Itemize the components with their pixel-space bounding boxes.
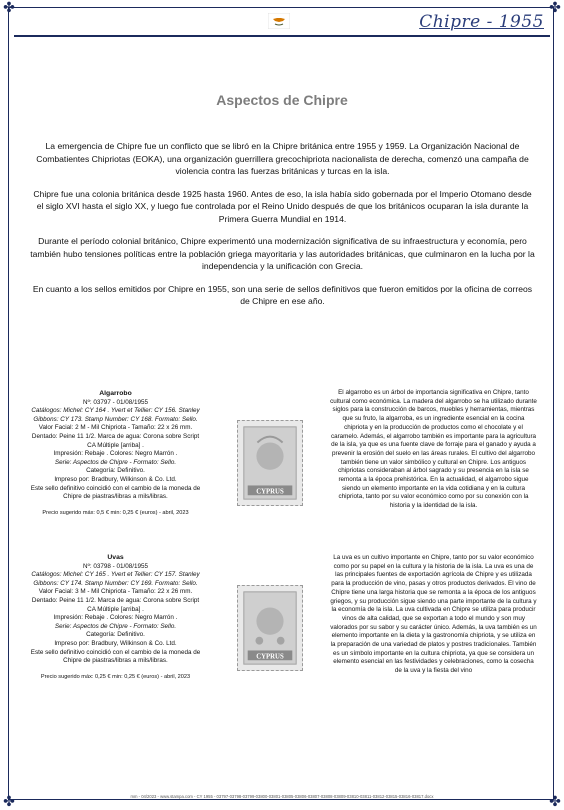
- corner-ornament-icon: ✤: [3, 794, 15, 810]
- page-footer: mm - 04/2023 - www.stampa.com - CY 1955 - 03797-03798-03799-03800-03801-03805-03806-03807-03808-03809-03810-03811-03812-03815-03816-03817.docx: [130, 794, 434, 799]
- stamp-number: Nº: 03797 - 01/08/1955: [83, 398, 148, 406]
- intro-paragraph: Chipre fue una colonia británica desde 1925 hasta 1960. Antes de eso, la isla había sido gobernada por el Imperio Otomano desde el siglo XVI hasta el siglo XX, y luego fue controlada por el Reino Unido después de que los británicos ocuparan la isla durante la Primera Guerra Mundial en 1914.: [33, 188, 532, 224]
- corner-ornament-icon: ✤: [3, 0, 15, 16]
- stamp-note: Este sello definitivo coincidió con el cambio de la moneda de Chipre de piastras/libras a mils/libras.: [30, 648, 201, 665]
- stamp-info-grapes: [28, 554, 203, 681]
- stamp-printer: Impreso por: Bradbury, Wilkinson & Co. Ltd.: [54, 475, 177, 483]
- stamp-label: CYPRUS: [256, 653, 284, 661]
- country-year-title: Chipre - 1955: [419, 12, 544, 32]
- intro-paragraph: Durante el período colonial británico, Chipre experimentó una modernización significativa de su infraestructura y economía, pero también hubo tensiones políticas entre la población griega mayoritaria y las autoridades británicas, que culminaron en la lucha por la independencia y la unificación con Grecia.: [30, 236, 535, 271]
- stamp-specs: Valor Facial: 3 M - Mil Chipriota - Tamaño: 22 x 26 mm. Dentado: Peine 11 1/2. Marca de agua: Corona sobre Script CA Múltiple [arriba] .: [31, 588, 200, 613]
- stamp-series: Serie: Aspectos de Chipre - Formato: Sello.: [54, 622, 177, 630]
- stamp-catalogs: Catálogos: Michel: CY 164 . Yvert et Tellier: CY 156. Stanley Gibbons: CY 173. Stamp Number: CY 168. Formato: Sello.: [31, 407, 200, 423]
- stamp-info-carob: [28, 390, 203, 517]
- corner-ornament-icon: ✤: [549, 0, 561, 16]
- corner-ornament-icon: ✤: [549, 794, 561, 810]
- stamp-note: Este sello definitivo coincidió con el cambio de la moneda de Chipre de piastras/libras a mils/libras.: [30, 484, 201, 501]
- stamp-price: Precio sugerido máx: 0,25 € min: 0,25 € (euros) - abril, 2023: [40, 673, 191, 680]
- intro-text: [30, 140, 535, 318]
- header-rule: [14, 35, 550, 37]
- stamp-label: CYPRUS: [256, 488, 284, 496]
- stamp-printing: Impresión: Rebaje . Colores: Negro Marrón .: [53, 450, 178, 458]
- stamp-specs: Valor Facial: 2 M - Mil Chipriota - Tamaño: 22 x 26 mm. Dentado: Peine 11 1/2. Marca de agua: Corona sobre Script CA Múltiple [arriba] .: [31, 424, 200, 449]
- stamp-number: Nº: 03798 - 01/08/1955: [83, 562, 148, 570]
- stamp-name: Uvas: [107, 554, 124, 561]
- intro-paragraph: En cuanto a los sellos emitidos por Chipre en 1955, son una serie de sellos definitivos que fueron emitidos por la oficina de correos de Chipre en ese año.: [32, 283, 533, 306]
- stamp-printer: Impreso por: Bradbury, Wilkinson & Co. Ltd.: [54, 639, 177, 647]
- cyprus-flag-icon: [268, 13, 290, 29]
- stamp-category: Categoría: Definitivo.: [86, 631, 145, 639]
- stamp-printing: Impresión: Rebaje . Colores: Negro Marrón .: [53, 614, 178, 622]
- stamp-name: Algarrobo: [99, 390, 132, 397]
- stamp-category: Categoría: Definitivo.: [86, 467, 145, 475]
- intro-paragraph: La emergencia de Chipre fue un conflicto que se libró en la Chipre británica entre 1955 y 1959. La Organización Nacional de Combatientes Chipriotas (EOKA), una organización guerrillera grecochipriota nacionalista de derecha, comenzó una campaña de violencia contra las fuerzas británicas y turcas en la isla.: [36, 141, 529, 176]
- stamp-image-carob: [237, 420, 303, 506]
- stamp-price: Precio sugerido máx: 0,5 € min: 0,25 € (euros) - abril, 2023: [42, 509, 189, 516]
- stamp-description-grapes: La uva es un cultivo importante en Chipre, tanto por su valor económico como por su papel en la cultura y la historia de la isla. La uva es una de las principales fuentes de exportación agrícola de Chipre y es utilizada para la producción de vino, pasas y otros productos derivados. El vino de Chipre tiene una larga historia que se remonta a la época de los antiguos griegos, y su producción sigue siendo una parte importante de la cultura y la economía de la isla. La uva cultivada en Chipre se utiliza para producir vinos de alta calidad, que se exportan a todo el mundo y son muy valorados por su sabor y su carácter único. Además, la uva también es un elemento importante en la dieta y la gastronomía chipriota, y se utiliza en la preparación de una variedad de platos y postres tradicionales. También es un símbolo importante en la cultura chipriota, ya que se considera un elemento esencial en las festividades y celebraciones, como la cosecha de la uva y la fiesta del vino: [330, 554, 537, 675]
- page-title: Aspectos de Chipre: [216, 92, 348, 108]
- stamp-series: Serie: Aspectos de Chipre - Formato: Sello.: [54, 458, 177, 466]
- stamp-image-grapes: [237, 585, 303, 671]
- stamp-catalogs: Catálogos: Michel: CY 165 . Yvert et Tellier: CY 157. Stanley Gibbons: CY 174. Stamp Number: CY 169. Formato: Sello.: [31, 571, 200, 587]
- stamp-description-carob: El algarrobo es un árbol de importancia significativa en Chipre, tanto cultural como económica. La madera del algarrobo se ha utilizado durante siglos para la construcción de barcos, muebles y herramientas, mientras que su fruto, la algarroba, es un ingrediente esencial en la cocina chipriota y en la producción de productos como el chocolate y el caramelo. Además, el algarrobo también es importante para la agricultura de la isla, ya que es una fuente clave de forraje para el ganado y ayuda a prevenir la erosión del suelo en las áreas rurales. El cultivo del algarrobo también tiene un valor simbólico y cultural en Chipre. Los antiguos chipriotas consideraban al árbol sagrado y su presencia en la isla se remonta a la época prehistórica. En la actualidad, el algarrobo sigue siendo un elemento importante en la vida cotidiana y en la cultura chipriota, tanto por su valor económico como por su conexión con la historia y la identidad de la isla.: [330, 389, 537, 510]
